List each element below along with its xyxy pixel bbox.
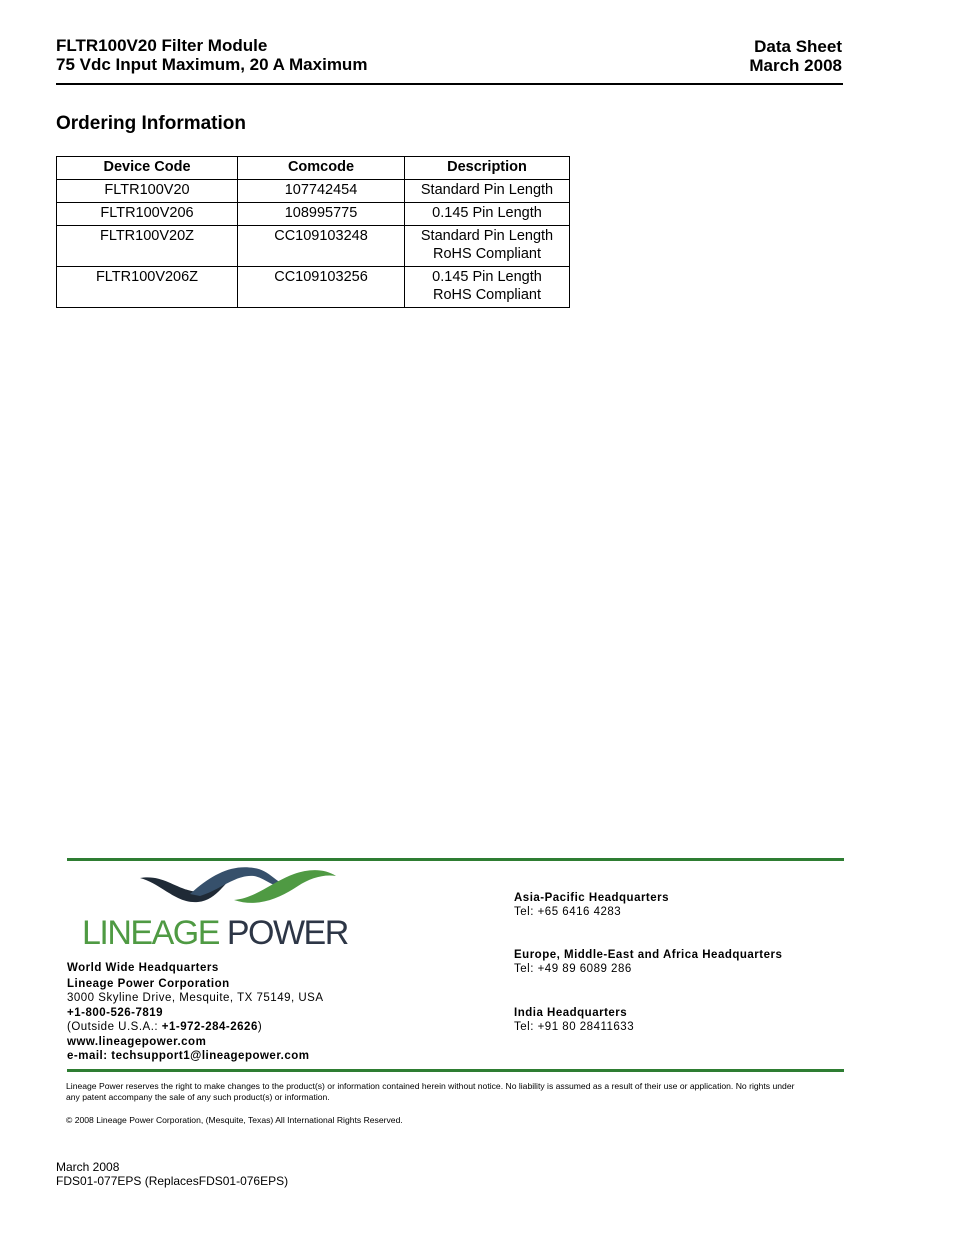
table-row <box>57 226 570 267</box>
column-header-device-code: Device Code <box>57 157 238 180</box>
device-code-cell: FLTR100V206 <box>57 203 238 226</box>
description-cell <box>405 180 570 203</box>
device-code-cell: FLTR100V20 <box>57 180 238 203</box>
description-line: Standard Pin Length <box>420 228 554 244</box>
page-footer <box>56 1161 288 1188</box>
document-meta <box>749 37 842 75</box>
footer-top-rule <box>67 858 844 861</box>
region-name: Asia-Pacific Headquarters <box>514 892 670 904</box>
document-title <box>56 36 367 74</box>
legal-disclaimer: Lineage Power reserves the right to make changes to the product(s) or information contained herein without notice. No liability is assumed as a result of their use or application. No rights under any patent accompany the sale of any such product(s) or information. <box>66 1081 795 1102</box>
comcode-cell: 108995775 <box>238 203 405 226</box>
region-emea <box>514 949 782 976</box>
description-line-2: RoHS Compliant <box>433 287 541 303</box>
table-row <box>57 267 570 308</box>
description-line: 0.145 Pin Length <box>432 205 542 221</box>
region-tel: Tel: +49 89 6089 286 <box>514 962 632 975</box>
region-tel: Tel: +91 80 28411633 <box>514 1020 635 1033</box>
table-row <box>57 203 570 226</box>
doc-date: March 2008 <box>749 56 842 75</box>
region-name: India Headquarters <box>514 1007 628 1019</box>
region-tel: Tel: +65 6416 4283 <box>514 905 622 918</box>
device-code-cell: FLTR100V20Z <box>57 226 238 267</box>
region-asia-pacific <box>514 892 669 919</box>
description-line: Standard Pin Length <box>420 182 554 198</box>
website-link[interactable]: www.lineagepower.com <box>67 1035 207 1048</box>
company-name: Lineage Power Corporation <box>67 977 230 990</box>
logo-waves-icon <box>138 862 338 914</box>
device-code-cell: FLTR100V206Z <box>57 267 238 308</box>
comcode-cell: CC109103256 <box>238 267 405 308</box>
email-link[interactable]: e-mail: techsupport1@lineagepower.com <box>67 1050 310 1062</box>
logo-word-lineage: LINEAGE <box>82 914 219 952</box>
table-row <box>57 180 570 203</box>
hq-heading: World Wide Headquarters <box>67 962 219 974</box>
description-line: 0.145 Pin Length <box>432 269 542 285</box>
title-line-2: 75 Vdc Input Maximum, 20 A Maximum <box>56 55 368 74</box>
description-line-2: RoHS Compliant <box>433 246 541 262</box>
phone-number: +1-800-526-7819 <box>67 1006 164 1019</box>
column-header-comcode: Comcode <box>238 157 405 180</box>
outside-phone-number: +1-972-284-2626 <box>161 1021 258 1033</box>
description-cell <box>405 267 570 308</box>
table-header-row <box>57 157 570 180</box>
region-india <box>514 1007 634 1034</box>
outside-suffix: ) <box>257 1021 263 1033</box>
company-logo <box>82 913 348 953</box>
copyright-notice: © 2008 Lineage Power Corporation, (Mesquite, Texas) All International Rights Reserved. <box>66 1115 403 1125</box>
column-header-description: Description <box>405 157 570 180</box>
footer-date: March 2008 <box>56 1160 120 1174</box>
company-address: 3000 Skyline Drive, Mesquite, TX 75149, USA <box>67 992 324 1004</box>
header-divider <box>56 83 843 85</box>
comcode-cell: 107742454 <box>238 180 405 203</box>
footer-bottom-rule <box>67 1069 844 1072</box>
title-line-1: FLTR100V20 Filter Module <box>56 36 268 55</box>
logo-word-power: POWER <box>226 914 348 952</box>
region-name: Europe, Middle-East and Africa Headquarters <box>514 949 783 961</box>
description-cell <box>405 203 570 226</box>
description-cell <box>405 226 570 267</box>
section-title: Ordering Information <box>56 113 246 134</box>
ordering-table <box>56 156 570 308</box>
outside-prefix: (Outside U.S.A.: <box>67 1021 162 1033</box>
outside-usa-phone <box>67 1020 324 1035</box>
doc-type: Data Sheet <box>754 37 842 56</box>
footer-doc-id: FDS01-077EPS (ReplacesFDS01-076EPS) <box>56 1173 289 1188</box>
comcode-cell: CC109103248 <box>238 226 405 267</box>
worldwide-contact <box>67 961 324 1064</box>
